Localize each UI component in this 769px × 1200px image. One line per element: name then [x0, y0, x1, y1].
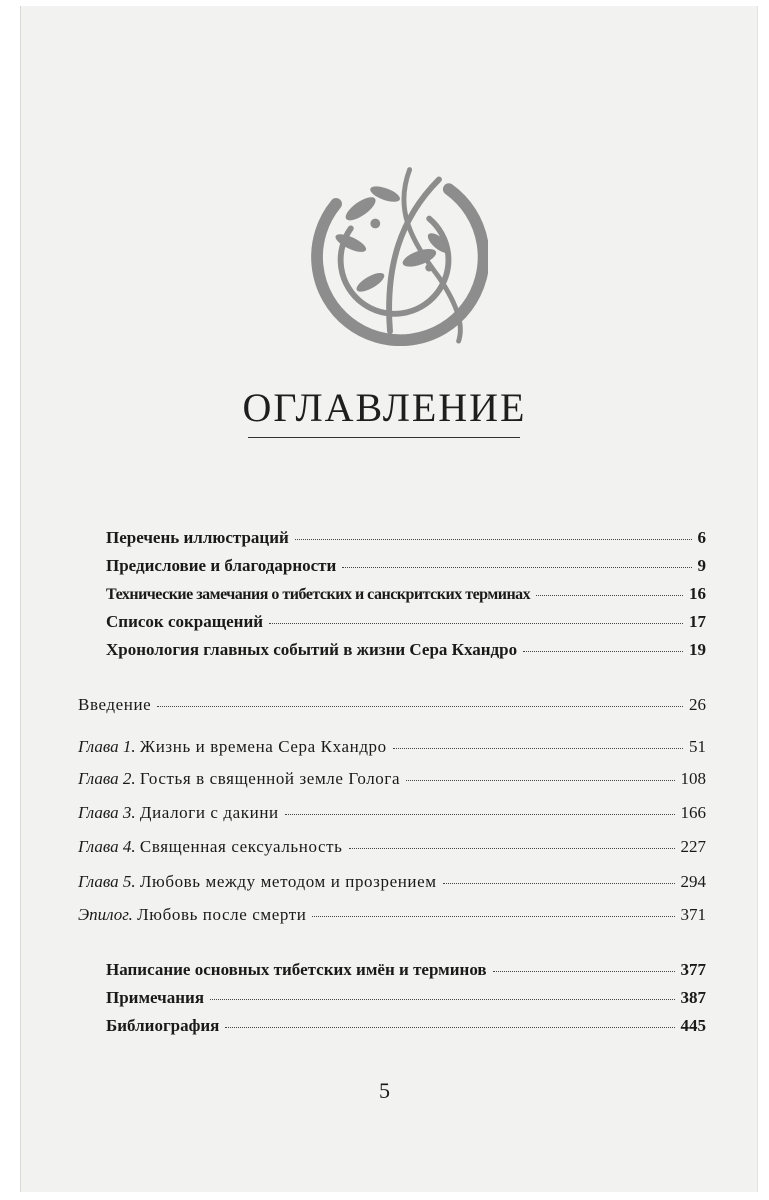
- chapter-prefix: Эпилог.: [78, 905, 133, 924]
- toc-page-number: 6: [697, 528, 706, 547]
- toc-page-number: 445: [680, 1016, 706, 1035]
- title-divider: [248, 437, 520, 438]
- toc-page-number: 371: [680, 905, 706, 924]
- floral-circle-emblem-icon: [292, 150, 488, 346]
- toc-entry-label: Предисловие и благодарности: [106, 556, 337, 575]
- toc-entry[interactable]: [106, 640, 706, 664]
- toc-entry[interactable]: [78, 872, 706, 896]
- leader-dots: [312, 916, 674, 917]
- toc-entry-label: Хронология главных событий в жизни Сера Кхандро: [106, 640, 518, 659]
- toc-entry[interactable]: [78, 803, 706, 827]
- page-title: ОГЛАВЛЕНИЕ: [242, 385, 527, 430]
- toc-entry[interactable]: [106, 556, 706, 580]
- toc-page-number: 9: [697, 556, 706, 575]
- toc-entry-label: Любовь после смерти: [137, 905, 307, 924]
- toc-page-number: 377: [680, 960, 706, 979]
- toc-entry-label: Жизнь и времена Сера Кхандро: [139, 737, 387, 756]
- leader-dots: [443, 883, 675, 884]
- chapter-prefix: Глава 4.: [78, 837, 136, 856]
- leader-dots: [157, 706, 683, 707]
- toc-page-number: 17: [689, 612, 706, 631]
- toc-page-number: 108: [680, 769, 706, 788]
- toc-entry-label: Написание основных тибетских имён и терминов: [106, 960, 487, 979]
- chapter-prefix: Глава 3.: [78, 803, 136, 822]
- leader-dots: [210, 999, 674, 1000]
- toc-page-number: 166: [680, 803, 706, 822]
- toc-page-number: 227: [680, 837, 706, 856]
- toc-entry-label: Перечень иллюстраций: [106, 528, 289, 547]
- toc-entry[interactable]: [106, 960, 706, 984]
- toc-entry-label: Любовь между методом и прозрением: [139, 872, 437, 891]
- toc-entry-label: Гостья в священной земле Голога: [139, 769, 401, 788]
- toc-page-number: 16: [689, 584, 706, 603]
- leader-dots: [342, 567, 691, 568]
- toc-entry-label: Список сокращений: [106, 612, 264, 631]
- leader-dots: [536, 595, 683, 596]
- toc-entry-label: Примечания: [106, 988, 205, 1007]
- toc-page-number: 26: [689, 695, 706, 714]
- leader-dots: [269, 623, 683, 624]
- leader-dots: [393, 748, 683, 749]
- chapter-prefix: Глава 5.: [78, 872, 136, 891]
- toc-entry[interactable]: [106, 584, 706, 608]
- toc-entry-label: Технические замечания о тибетских и санскритских терминах: [106, 586, 531, 603]
- toc-page-number: 387: [680, 988, 706, 1007]
- toc-entry-label: Библиография: [106, 1016, 220, 1035]
- leader-dots: [523, 651, 683, 652]
- toc-entry-label: Диалоги с дакини: [139, 803, 279, 822]
- toc-entry[interactable]: [106, 612, 706, 636]
- toc-page-number: 294: [680, 872, 706, 891]
- leader-dots: [295, 539, 692, 540]
- leader-dots: [349, 848, 675, 849]
- toc-entry[interactable]: [78, 837, 706, 861]
- toc-entry-label: Священная сексуальность: [139, 837, 343, 856]
- leader-dots: [225, 1027, 674, 1028]
- toc-entry[interactable]: [78, 905, 706, 929]
- toc-entry-label: Введение: [78, 695, 152, 714]
- chapter-prefix: Глава 1.: [78, 737, 136, 756]
- leader-dots: [285, 814, 675, 815]
- toc-page-number: 51: [689, 737, 706, 756]
- toc-entry[interactable]: [106, 1016, 706, 1040]
- toc-entry[interactable]: [78, 737, 706, 761]
- toc-entry[interactable]: [78, 695, 706, 719]
- toc-entry[interactable]: [78, 769, 706, 793]
- leader-dots: [493, 971, 675, 972]
- toc-entry[interactable]: [106, 528, 706, 552]
- page-number: 5: [379, 1078, 390, 1103]
- toc-page-number: 19: [689, 640, 706, 659]
- toc-entry[interactable]: [106, 988, 706, 1012]
- chapter-prefix: Глава 2.: [78, 769, 136, 788]
- leader-dots: [406, 780, 674, 781]
